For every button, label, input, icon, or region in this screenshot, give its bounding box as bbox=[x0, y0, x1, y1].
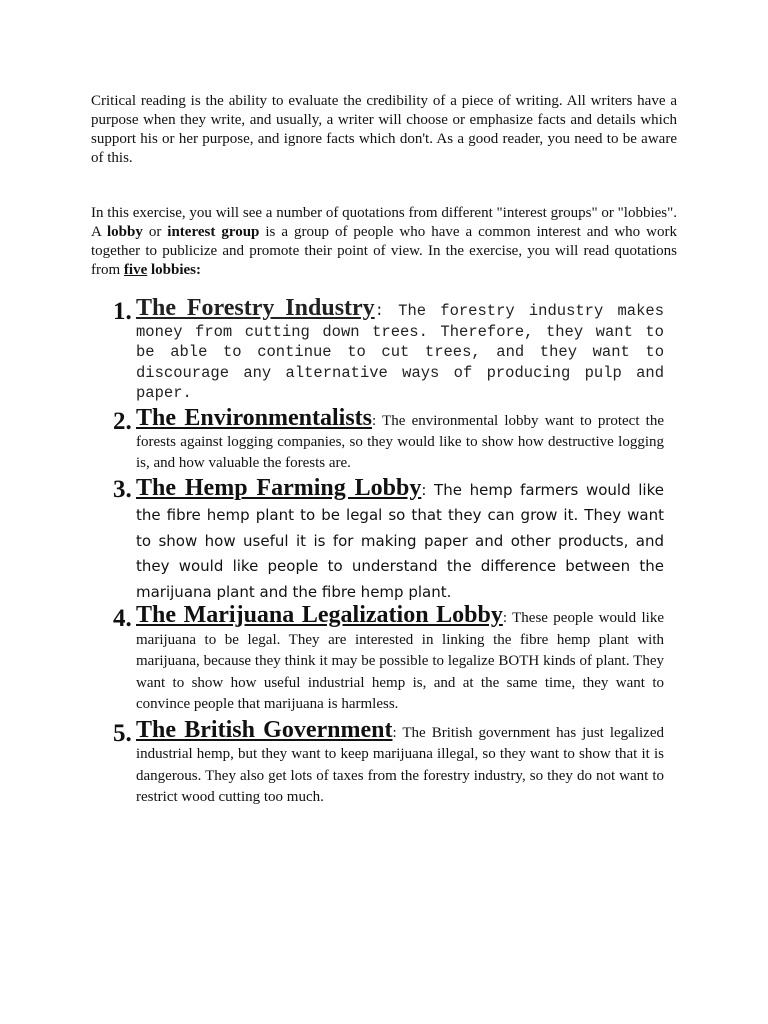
list-item bbox=[110, 716, 664, 809]
item-heading: The British Government bbox=[136, 716, 393, 743]
item-heading: The Forestry Industry bbox=[136, 295, 375, 321]
intro-text-3: is a group of people who have a common interest and who work together to publicize and promote their point of view. In the exercise, you will read quotations from bbox=[91, 224, 677, 278]
item-body bbox=[136, 716, 664, 809]
intro-text-1: In this exercise, you will see a number of quotations from different "interest groups" or "lobbies". A bbox=[91, 205, 677, 240]
list-item bbox=[110, 602, 664, 716]
item-text: These people would like marijuana to be legal. They are interested in linking the fibre hemp plant with marijuana, because they think it may be possible to legalize BOTH kinds of plant. They want to show how useful industrial hemp is, and at the same time, they want to convince people that marijuana is harmless. bbox=[136, 610, 664, 712]
item-text: The hemp farmers would like the fibre hemp plant to be legal so that they can grow it. They want to show how useful it is for making paper and other products, and they would like people to understand the difference between the marijuana plant and the fibre hemp plant. bbox=[136, 480, 664, 601]
list-item bbox=[110, 404, 665, 474]
item-heading: The Hemp Farming Lobby bbox=[136, 474, 422, 501]
item-number: 3. bbox=[113, 475, 132, 503]
term-interest-group: interest group bbox=[167, 224, 260, 240]
intro-text-2: or bbox=[142, 224, 168, 240]
item-number: 2. bbox=[113, 407, 132, 435]
lobby-list bbox=[110, 295, 665, 809]
item-heading: The Marijuana Legalization Lobby bbox=[136, 602, 503, 628]
intro-paragraph-2 bbox=[91, 204, 677, 280]
item-body bbox=[136, 476, 664, 606]
item-heading: The Environmentalists bbox=[136, 404, 373, 431]
item-text: The forestry industry makes money from cutting down trees. Therefore, they want to be able to continue to cut trees, and they want to discourage any alternative ways of producing pulp and paper. bbox=[136, 302, 664, 402]
item-separator: : bbox=[392, 724, 397, 741]
item-body bbox=[136, 602, 664, 716]
list-item bbox=[110, 476, 664, 606]
term-lobby: lobby bbox=[106, 224, 143, 240]
item-separator: : bbox=[421, 480, 427, 499]
item-text: The environmental lobby want to protect the forests against logging companies, so they would like to show how destructive logging is, and how valuable the forests are. bbox=[136, 412, 665, 471]
item-body bbox=[136, 295, 664, 404]
item-number: 4. bbox=[113, 605, 132, 632]
intro-text-tail: lobbies: bbox=[147, 262, 202, 278]
list-item bbox=[110, 295, 664, 404]
item-number: 5. bbox=[113, 719, 132, 747]
item-body bbox=[136, 404, 665, 474]
intro-paragraph-1: Critical reading is the ability to evaluate the credibility of a piece of writing. All writers have a purpose when they write, and usually, a writer will choose or emphasize facts and details which support his or her purpose, and ignore facts which don't. As a good reader, you need to be aware of this. bbox=[91, 93, 677, 166]
item-separator: : bbox=[372, 412, 377, 429]
item-separator: : bbox=[502, 610, 508, 626]
item-number: 1. bbox=[113, 298, 132, 325]
emphasis-five: five bbox=[123, 262, 148, 278]
item-separator: : bbox=[374, 302, 384, 320]
item-text: The British government has just legalized industrial hemp, but they want to keep marijuana illegal, so they want to show that it is dangerous. They also get lots of taxes from the forestry industry, so they do not want to restrict wood cutting too much. bbox=[136, 724, 664, 805]
